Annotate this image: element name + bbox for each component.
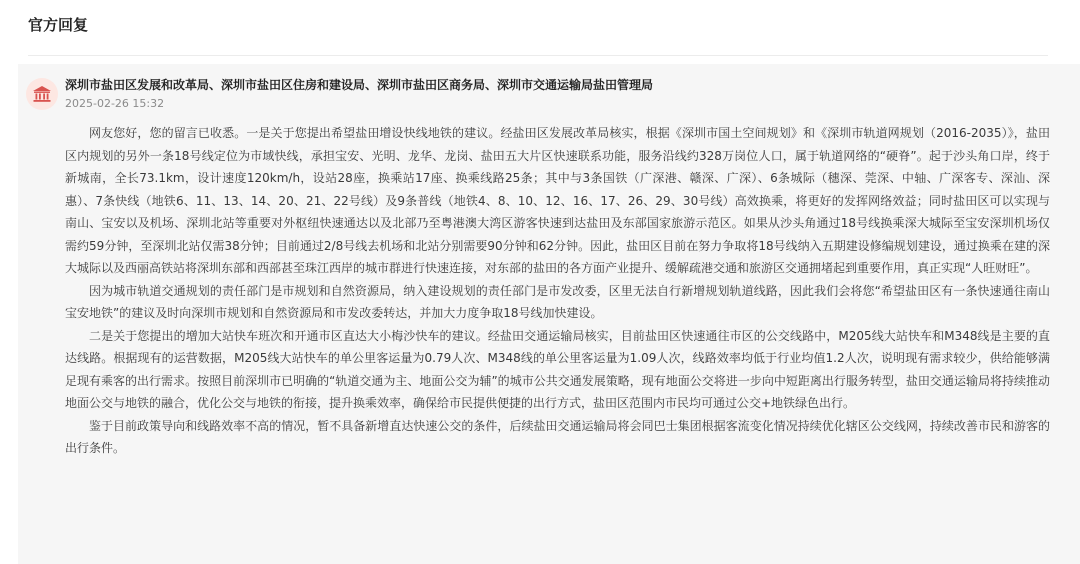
department-name: 深圳市盐田区发展和改革局、深圳市盐田区住房和建设局、深圳市盐田区商务局、深圳市交通运输局盐田管理局 — [65, 78, 654, 92]
reply-paragraph: 因为城市轨道交通规划的责任部门是市规划和自然资源局，纳入建设规划的责任部门是市发改委，区里无法自行新增规划轨道线路，因此我们会将您“希望盐田区有一条快速通往南山宝安地铁”的建议及时向深圳市规划和自然资源局和市发改委转达，并加大力度争取18号线加快建设。 — [65, 283, 1050, 320]
government-building-icon — [32, 84, 52, 104]
reply-paragraph: 鉴于目前政策导向和线路效率不高的情况，暂不具备新增直达快速公交的条件，后续盐田交通运输局将会同巴士集团根据客流变化情况持续优化辖区公交线网，持续改善市民和游客的出行条件。 — [65, 418, 1050, 455]
section-divider — [28, 55, 1048, 56]
reply-paragraph: 二是关于您提出的增加大站快车班次和开通市区直达大小梅沙快车的建议。经盐田交通运输局核实，目前盐田区快速通往市区的公交线路中，M205线大站快车和M348线是主要的直达线路。根据现有的运营数据，M205线大站快车的单公里客运量为0.79人次、M348线的单公里客运量为1.09人次，线路效率均低于行业均值1.2人次，说明现有需求较少，供给能够满足现有乘客的出行需求。按照目前深圳市已明确的“轨道交通为主、地面公交为辅”的城市公共交通发展策略，现有地面公交将进一步向中短距离出行服务转型，盐田交通运输局将持续推动地面公交与地铁的融合，优化公交与地铁的衔接，提升换乘效率，确保给市民提供便捷的出行方式，盐田区范围内市民均可通过公交+地铁绿色出行。 — [65, 328, 1050, 410]
official-reply-card — [18, 64, 1080, 564]
reply-paragraph: 网友您好，您的留言已收悉。一是关于您提出希望盐田增设快线地铁的建议。经盐田区发展改革局核实，根据《深圳市国土空间规划》和《深圳市轨道网规划（2016-2035）》，盐田区内规划的另外一条18号线定位为市域快线，承担宝安、光明、龙华、龙岗、盐田五大片区快速联系功能，服务沿线约328万岗位人口，属于轨道网络的“硬脊”。起于沙头角口岸，终于新城南，全长73.1km，设计速度120km/h，设站28座，换乘站17座、换乘线路25条；其中与3条国铁（广深港、赣深、广深）、6条城际（穗深、莞深、中轴、广深客专、深汕、深惠）、7条快线（地铁6、11、13、14、20、21、22号线）及9条普线（地铁4、8、10、12、16、17、26、29、30号线）高效换乘，将更好的发挥网络效益；同时盐田区可以实现与南山、宝安以及机场、深圳北站等重要对外枢纽快速通达以及北部乃至粤港澳大湾区游客快速到达盐田及东部国家旅游示范区。如果从沙头角通过18号线换乘深大城际至宝安深圳机场仅需约59分钟，至深圳北站仅需38分钟；目前通过2/8号线去机场和北站分别需要90分钟和62分钟。因此，盐田区目前在努力争取将18号线纳入五期建设修编规划建设，通过换乘在建的深大城际以及西丽高铁站将深圳东部和西部甚至珠江西岸的城市群进行快速连接，对东部的盐田的各方面产业提升、缓解疏港交通和旅游区交通拥堵起到重要作用，真正实现“人旺财旺”。 — [65, 126, 1050, 275]
reply-timestamp: 2025-02-26 15:32 — [65, 97, 165, 110]
section-title: 官方回复 — [28, 16, 89, 34]
department-avatar — [26, 78, 58, 110]
reply-body — [65, 122, 1050, 460]
